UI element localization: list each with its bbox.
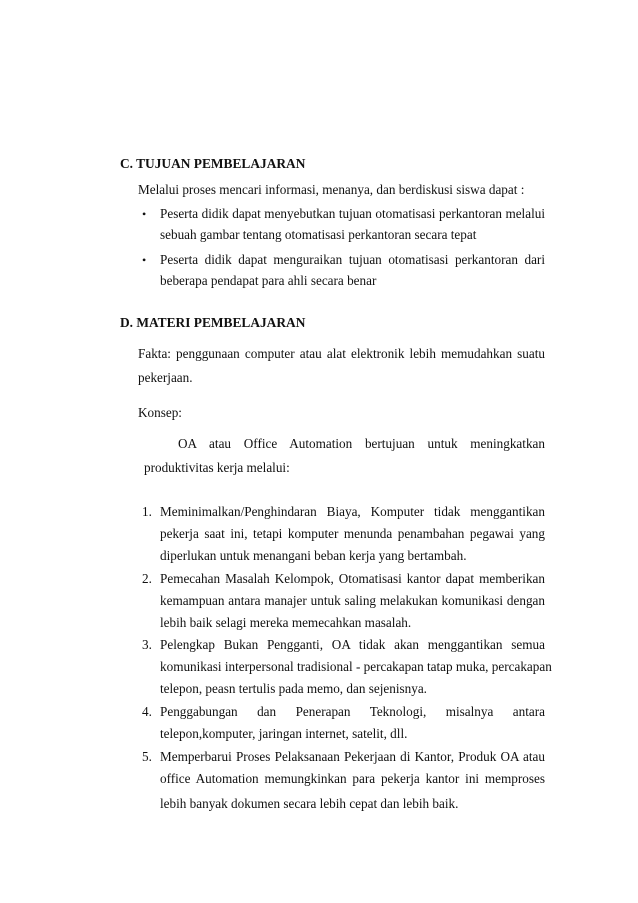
- section-c-intro: Melalui proses mencari informasi, menanya, dan berdiskusi siswa dapat :: [138, 182, 525, 197]
- oa-line-1: OA atau Office Automation bertujuan untuk meningkatkan: [178, 436, 545, 451]
- list-item-5-line-3: lebih banyak dokumen secara lebih cepat dan lebih baik.: [160, 796, 459, 811]
- bullet-icon: •: [142, 253, 147, 267]
- fakta-line-2: pekerjaan.: [138, 370, 193, 385]
- list-item-4-line-1: Penggabungan dan Penerapan Teknologi, misalnya antara: [160, 704, 545, 719]
- fakta-line-1: Fakta: penggunaan computer atau alat elektronik lebih memudahkan suatu: [138, 346, 545, 361]
- list-item-2-line-2: kemampuan antara manajer untuk saling melakukan komunikasi dengan: [160, 593, 545, 608]
- list-item-number: 3.: [142, 637, 152, 652]
- list-item-3-line-3: telepon, peasn tertulis pada memo, dan sejenisnya.: [160, 681, 427, 696]
- bullet-1-line-1: Peserta didik dapat menyebutkan tujuan otomatisasi perkantoran melalui: [160, 206, 545, 221]
- bullet-1-line-2: sebuah gambar tentang otomatisasi perkantoran secara tepat: [160, 227, 477, 242]
- konsep-label: Konsep:: [138, 405, 182, 420]
- list-item-5-line-1: Memperbarui Proses Pelaksanaan Pekerjaan di Kantor, Produk OA atau: [160, 749, 545, 764]
- list-item-3-line-1: Pelengkap Bukan Pengganti, OA tidak akan menggantikan semua: [160, 637, 545, 652]
- list-item-1-line-2: pekerja saat ini, tetapi komputer menunda penambahan pegawai yang: [160, 526, 545, 541]
- bullet-2-line-2: beberapa pendapat para ahli secara benar: [160, 273, 377, 288]
- list-item-number: 5.: [142, 749, 152, 764]
- list-item-1-line-1: Meminimalkan/Penghindaran Biaya, Komputer tidak menggantikan: [160, 504, 545, 519]
- oa-line-2: produktivitas kerja melalui:: [144, 460, 290, 475]
- list-item-4-line-2: telepon,komputer, jaringan internet, satelit, dll.: [160, 726, 408, 741]
- list-item-1-line-3: diperlukan untuk menangani beban kerja yang bertambah.: [160, 548, 467, 563]
- list-item-2-line-1: Pemecahan Masalah Kelompok, Otomatisasi kantor dapat memberikan: [160, 571, 545, 586]
- list-item-number: 4.: [142, 704, 152, 719]
- list-item-5-line-2: office Automation memungkinkan para pekerja kantor ini memproses: [160, 771, 545, 786]
- bullet-2-line-1: Peserta didik dapat menguraikan tujuan otomatisasi perkantoran dari: [160, 252, 545, 267]
- list-item-number: 2.: [142, 571, 152, 586]
- section-d-title: D. MATERI PEMBELAJARAN: [120, 315, 306, 330]
- section-c-title: C. TUJUAN PEMBELAJARAN: [120, 156, 306, 171]
- bullet-icon: •: [142, 207, 147, 221]
- list-item-3-line-2: komunikasi interpersonal tradisional - percakapan tatap muka, percakapan: [160, 659, 552, 674]
- list-item-number: 1.: [142, 504, 152, 519]
- list-item-2-line-3: lebih baik selagi mereka memecahkan masalah.: [160, 615, 412, 630]
